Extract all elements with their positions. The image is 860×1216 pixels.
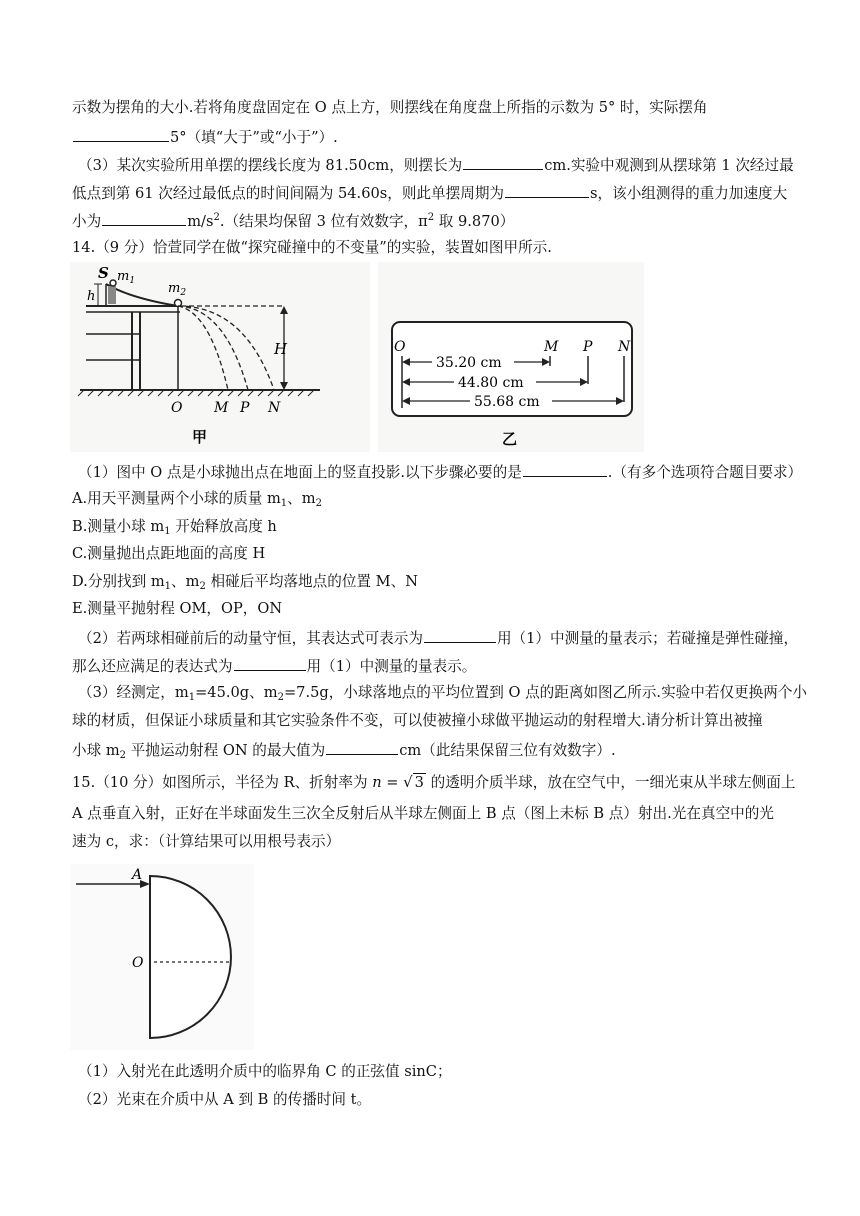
text-line: （3）经测定，$m_1=45.0g$、$m_2=7.5g$，小球落地点的平均位置到 O 点的距离如图乙所示.实验中若仅更换两个小 xyxy=(78,684,808,703)
label-O: O xyxy=(171,400,183,416)
option-C: C.测量抛出点距地面的高度 H xyxy=(72,545,266,562)
label-M: M xyxy=(214,400,229,416)
text-line: 速为 c，求：（计算结果可以用根号表示） xyxy=(72,833,341,850)
problem-15-title: 15.（10 分）如图所示，半径为 R、折射率为 n = √ 3 的透明介质半球，放在空气中，一细光束从半球左侧面上 xyxy=(72,773,796,791)
answer-blank[interactable] xyxy=(234,655,306,671)
figure-yi xyxy=(378,262,644,452)
problem-14-title: 14.（9 分）恰萱同学在做“探究碰撞中的不变量”的实验，装置如图甲所示. xyxy=(72,239,552,256)
answer-blank[interactable] xyxy=(326,739,398,755)
text-line: 球的材质，但保证小球质量和其它实验条件不变，可以使被撞小球做平抛运动的射程增大.请分析计算出被撞 xyxy=(72,712,763,729)
text-line: 小为 $m/s^2$.（结果均保留 3 位有效数字，$\pi^2$ 取 9.870） xyxy=(72,212,515,230)
text-line: 那么还应满足的表达式为 用（1）中测量的量表示。 xyxy=(72,655,476,677)
answer-blank[interactable] xyxy=(463,154,543,170)
label-N: N xyxy=(268,400,281,416)
text-line: 5°（填“大于”或“小于”）. xyxy=(72,126,338,148)
answer-blank[interactable] xyxy=(505,182,589,198)
text-line: A 点垂直入射，正好在半球面发生三次全反射后从半球左侧面上 B 点（图上未标 B 点）射出.光在真空中的光 xyxy=(72,805,774,822)
option-E: E.测量平抛射程 OM，OP，ON xyxy=(72,600,283,617)
label-h: h xyxy=(87,289,96,304)
label-P: P xyxy=(583,339,593,355)
distance-OP: 44.80 cm xyxy=(458,375,524,391)
figure-caption-yi: 乙 xyxy=(502,430,518,448)
distance-ON: 55.68 cm xyxy=(474,394,540,410)
option-B: B.测量小球 $m_1$ 开始释放高度 h xyxy=(72,518,277,537)
option-A: A.用天平测量两个小球的质量 $m_1$、$m_2$ xyxy=(72,490,322,509)
text-line: （2）光束在介质中从 A 到 B 的传播时间 t。 xyxy=(78,1091,372,1108)
figure-caption-jia: 甲 xyxy=(192,428,208,446)
label-S: S xyxy=(98,264,109,282)
label-m2: $m_2$ xyxy=(168,281,187,298)
label-O: O xyxy=(394,339,406,355)
answer-blank[interactable] xyxy=(523,461,607,477)
option-D: D.分别找到 $m_1$、$m_2$ 相碰后平均落地点的位置 M、N xyxy=(72,573,418,592)
label-H: H xyxy=(274,340,288,358)
text-line: 小球 $m_2$ 平抛运动射程 ON 的最大值为 cm（此结果保留三位有效数字）. xyxy=(72,739,616,761)
label-O: O xyxy=(132,955,144,971)
answer-blank[interactable] xyxy=(73,126,169,142)
ball-m1 xyxy=(110,280,116,286)
label-A: A xyxy=(132,867,143,883)
text-line: 低点到第 61 次经过最低点的时间间隔为 54.60s，则此单摆周期为 s，该小组测得的重力加速度大 xyxy=(72,182,787,204)
text-line: （2）若两球相碰前后的动量守恒，其表达式可表示为 用（1）中测量的量表示；若碰撞是弹性碰撞， xyxy=(78,627,798,649)
label-N: N xyxy=(618,339,631,355)
label-m1: $m_1$ xyxy=(117,269,136,286)
label-M: M xyxy=(544,339,559,355)
text-line: （3）某次实验所用单摆的摆线长度为 81.50cm，则摆长为 cm.实验中观测到从摆球第 1 次经过最 xyxy=(78,154,794,176)
answer-blank[interactable] xyxy=(102,210,186,226)
text-line: （1）图中 O 点是小球抛出点在地面上的竖直投影.以下步骤必要的是 .（有多个选项符合题目要求） xyxy=(78,461,802,483)
text-line: （1）入射光在此透明介质中的临界角 C 的正弦值 sinC； xyxy=(78,1063,452,1080)
figure-hemisphere xyxy=(70,864,254,1050)
text-line: 示数为摆角的大小.若将角度盘固定在 O 点上方，则摆线在角度盘上所指的示数为 5° 时，实际摆角 xyxy=(72,99,708,116)
figure-jia xyxy=(70,262,370,452)
label-P: P xyxy=(240,400,250,416)
distance-OM: 35.20 cm xyxy=(436,355,502,371)
answer-blank[interactable] xyxy=(424,627,496,643)
